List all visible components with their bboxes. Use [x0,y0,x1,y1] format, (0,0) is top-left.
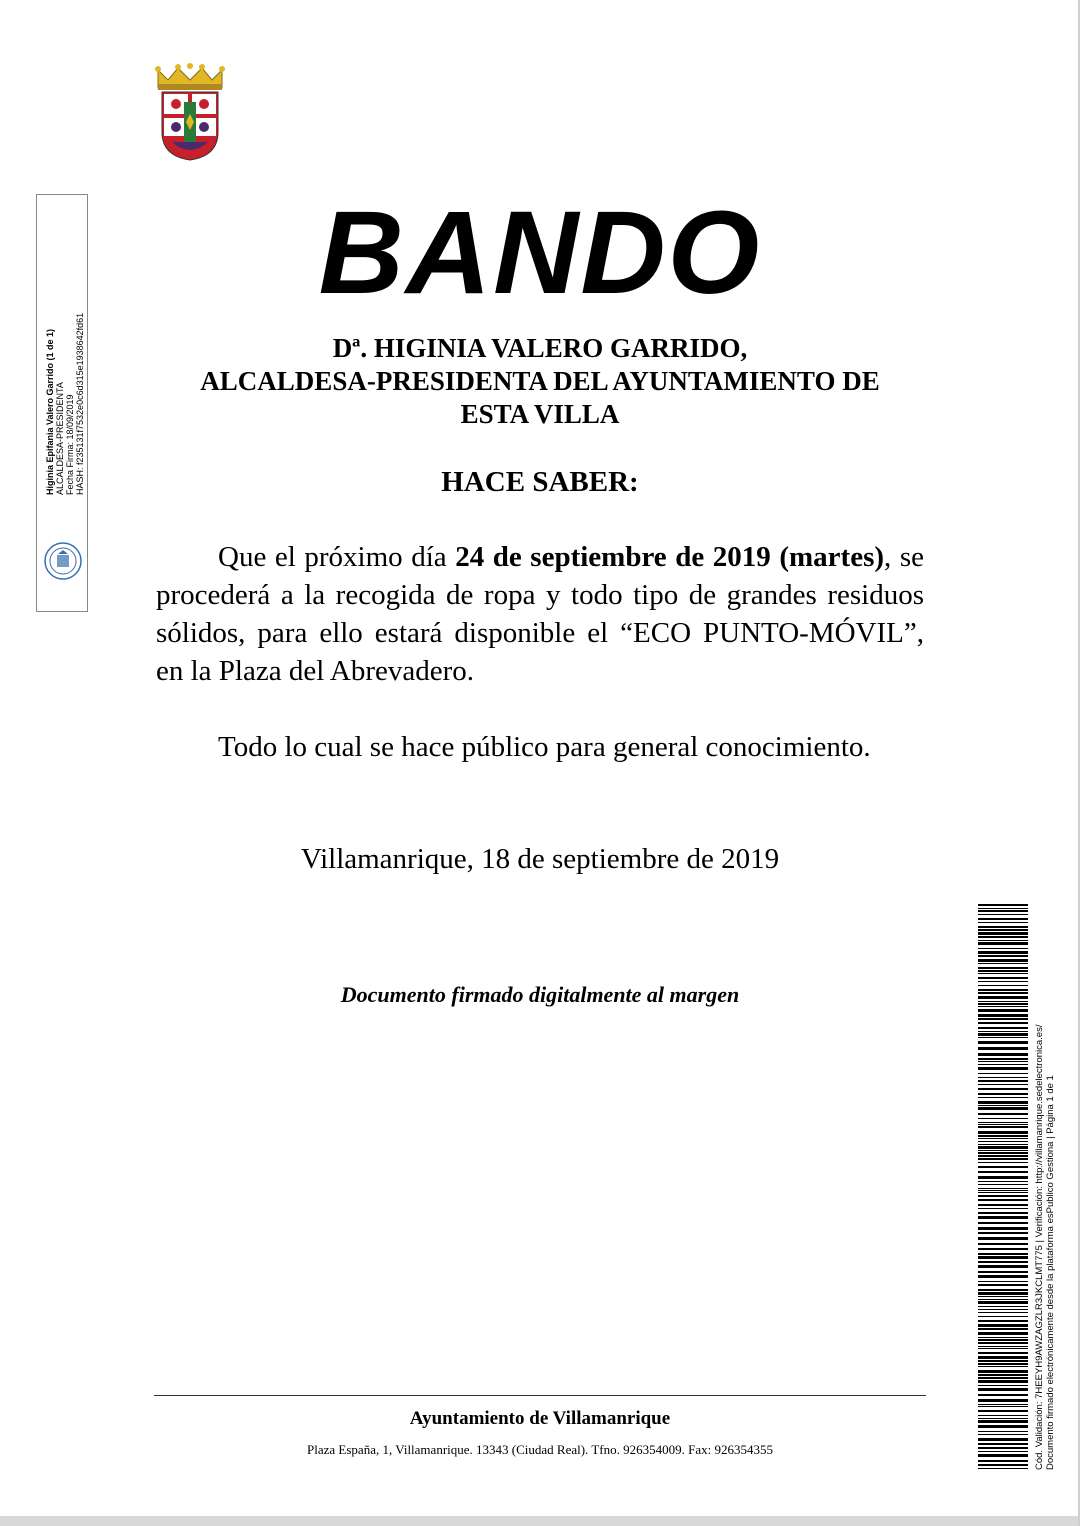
official-heading [160,332,920,431]
barcode-bar [978,1253,1028,1255]
barcode-bar [978,1171,1028,1173]
barcode-bar [978,977,1028,979]
barcode-bar [978,1199,1028,1201]
digital-signature-note: Documento firmado digitalmente al margen [340,982,740,1007]
barcode-bar [978,1184,1028,1185]
barcode-bar [978,963,1028,964]
barcode-bar [978,1377,1028,1379]
barcode-bar [978,936,1028,938]
heading-line-2: ALCALDESA-PRESIDENTA DEL AYUNTAMIENTO DE [200,366,880,396]
barcode-bar [978,1031,1028,1032]
barcode-bar [978,1346,1028,1347]
closing-text: Todo lo cual se hace público para general conocimiento. [218,731,871,763]
barcode-bar [978,926,1028,928]
barcode-bar [978,967,1028,969]
barcode-bar [978,1001,1028,1002]
barcode-bar [978,1009,1028,1012]
barcode-bar [978,1320,1028,1322]
barcode-bar [978,914,1028,915]
barcode-bar [978,1404,1028,1405]
barcode-bar [978,1192,1028,1193]
validation-platform: Documento firmado electrónicamente desde la plataforma esPublico Gestiona | Página 1 de 1 [1045,1075,1056,1470]
hace-saber-heading: HACE SABER: [441,466,639,498]
barcode-bar [978,1352,1028,1354]
barcode-bar [978,1399,1028,1402]
barcode-bar [978,1306,1028,1307]
barcode-bar [978,1135,1028,1137]
barcode-bar [978,1067,1028,1070]
barcode-bar [978,1370,1028,1373]
barcode-bar [978,1088,1028,1090]
barcode-bar [978,1122,1028,1123]
barcode-bar [978,992,1028,994]
event-date: 24 de septiembre de 2019 (martes) [455,541,885,573]
barcode-bar [978,1006,1028,1007]
barcode-bar [978,1275,1028,1278]
barcode-bar [978,1208,1028,1209]
barcode-bar [978,942,1028,945]
barcode-bar [978,1190,1028,1191]
barcode-bar [978,1064,1028,1065]
barcode-bar [978,1348,1028,1349]
official-seal-icon [43,541,83,581]
barcode-bar [978,1138,1028,1139]
place-and-date: Villamanrique, 18 de septiembre de 2019 [300,843,780,875]
paragraph-body: , se procederá a la recogida de ropa y todo tipo de grandes residuos sólidos, para ello estará disponible el “ECO PUNTO-MÓVIL”, en la Plaza del Abrevadero. [156,541,924,687]
barcode-bar [978,1155,1028,1157]
barcode-bar [978,1256,1028,1259]
barcode-bar [978,959,1028,962]
closing-paragraph [156,728,924,766]
barcode-bar [978,1204,1028,1206]
barcode-bar [978,1058,1028,1060]
barcode-bar [978,1041,1028,1044]
barcode-bar [978,1289,1028,1291]
barcode-bar [978,1232,1028,1234]
barcode-bar [978,1162,1028,1163]
barcode-bar [978,1181,1028,1182]
barcode-bar [978,1216,1028,1219]
barcode-bar [978,1188,1028,1189]
barcode-bar [978,1296,1028,1297]
barcode-bar [978,1107,1028,1110]
barcode-bar [978,1033,1028,1036]
footer-address: Plaza España, 1, Villamanrique. 13343 (Ciudad Real). Tfno. 926354009. Fax: 926354355 [307,1442,773,1457]
barcode-bar [978,932,1028,935]
barcode-bar [978,1237,1028,1240]
barcode-bar [978,1281,1028,1282]
barcode-bar [978,981,1028,982]
barcode-bar [978,1105,1028,1106]
barcode-bar [978,1464,1028,1466]
barcode-bar [978,1018,1028,1020]
barcode-bar [978,1447,1028,1449]
paragraph-intro: Que el próximo día [218,541,456,573]
barcode-bar [978,1077,1028,1078]
barcode-bar [978,1292,1028,1295]
heading-line-1: Dª. HIGINIA VALERO GARRIDO, [332,333,748,363]
barcode-bar [978,1118,1028,1119]
barcode-bar [978,1438,1028,1441]
barcode-bar [978,1003,1028,1005]
barcode-bar [978,1131,1028,1134]
barcode-bar [978,1385,1028,1386]
validation-text [1034,1025,1056,1470]
barcode-bar [978,1468,1028,1469]
barcode-bar [978,1037,1028,1038]
barcode-bar [978,1431,1028,1432]
barcode-bar [978,1053,1028,1056]
heading-line-3: ESTA VILLA [460,399,620,429]
signature-text [45,313,85,495]
barcode-bar [978,904,1028,906]
barcode-bar [978,1073,1028,1074]
barcode-bar [978,1406,1028,1407]
footer-divider [154,1395,926,1396]
barcode-bar [978,1363,1028,1365]
signature-hash: HASH: f235131f7532e0c6d315e1938642fd61 [75,312,85,495]
barcode-bar [978,1356,1028,1359]
barcode-bar [978,1410,1028,1412]
document-title: BANDO [318,187,762,319]
page-bottom-edge [0,1516,1080,1526]
barcode-bar [978,985,1028,986]
barcode-bar [978,1144,1028,1145]
barcode-bar [978,1166,1028,1168]
barcode-bar [978,1212,1028,1214]
barcode-bar [978,1301,1028,1304]
barcode-bar [978,918,1028,920]
barcode-bar [978,922,1028,923]
barcode-bar [978,1150,1028,1151]
barcode-bar [978,973,1028,974]
barcode-bar [978,1084,1028,1085]
barcode-bar [978,1141,1028,1142]
barcode-bar [978,1394,1028,1396]
signature-date: Fecha Firma: 18/09/2019 [65,394,75,495]
barcode-bar [978,970,1028,972]
barcode-bar [978,1027,1028,1029]
barcode-bar [978,1176,1028,1179]
barcode-bar [978,951,1028,954]
barcode-bar [978,1332,1028,1335]
barcode-bar [978,948,1028,949]
barcode-bar [978,1047,1028,1050]
barcode-bar [978,1418,1028,1419]
barcode-bar [978,1360,1028,1362]
barcode-bar [978,1022,1028,1024]
footer-organization: Ayuntamiento de Villamanrique [409,1408,671,1429]
barcode-bar [978,1309,1028,1310]
barcode-bar [978,955,1028,957]
barcode-bar [978,1222,1028,1224]
barcode-bar [978,940,1028,941]
barcode-bar [978,1080,1028,1082]
barcode-bar [978,1227,1028,1230]
barcode-bar [978,1248,1028,1250]
barcode-bar [978,1284,1028,1286]
barcode-bar [978,1443,1028,1445]
barcode-bar [978,1097,1028,1098]
barcode-bar [978,1158,1028,1160]
barcode-bar [978,1451,1028,1452]
barcode-bar [978,1415,1028,1416]
barcode-bar [978,929,1028,931]
barcode-bar [978,989,1028,991]
barcode-bar [978,908,1028,909]
barcode-bar [978,1342,1028,1344]
barcode-bar [978,1146,1028,1149]
barcode-bar [978,1061,1028,1062]
barcode-bar [978,1299,1028,1300]
barcode-bar [978,1195,1028,1197]
signer-role: ALCALDESA-PRESIDENTA [55,382,65,495]
barcode-bar [978,1374,1028,1376]
barcode-bar [978,1425,1028,1428]
barcode-bar [978,1243,1028,1245]
barcode-bar [978,996,1028,999]
barcode-bar [978,1265,1028,1268]
barcode-bar [978,1126,1028,1128]
barcode-bar [978,1388,1028,1391]
barcode-bar [978,1460,1028,1462]
barcode-bar [978,1324,1028,1327]
barcode-bar [978,1124,1028,1125]
barcode-bar [978,1014,1028,1017]
barcode-bar [978,1113,1028,1115]
validation-barcode [978,904,1028,1470]
barcode-bar [978,1312,1028,1313]
barcode-bar [978,1420,1028,1423]
coat-of-arms-logo [150,62,230,162]
barcode-bar [978,1093,1028,1095]
validation-code: Cód. Validación: 7HEEYH9AWZAGZLR3JKCLMT775 | Verificación: http://villamanrique.sedelectronica.es/ [1034,1024,1045,1470]
barcode-bar [978,1339,1028,1341]
barcode-bar [978,1101,1028,1104]
barcode-bar [978,1271,1028,1273]
barcode-bar [978,1328,1028,1330]
barcode-bar [978,1380,1028,1383]
announcement-paragraph [156,538,924,690]
barcode-bar [978,1337,1028,1338]
barcode-bar [978,1261,1028,1263]
barcode-bar [978,1366,1028,1367]
barcode-bar [978,1454,1028,1457]
signer-name: Higinia Epifania Valero Garrido (1 de 1) [45,328,55,495]
barcode-bar [978,1434,1028,1435]
barcode-bar [978,1316,1028,1317]
barcode-bar [978,910,1028,912]
barcode-bar [978,1152,1028,1154]
